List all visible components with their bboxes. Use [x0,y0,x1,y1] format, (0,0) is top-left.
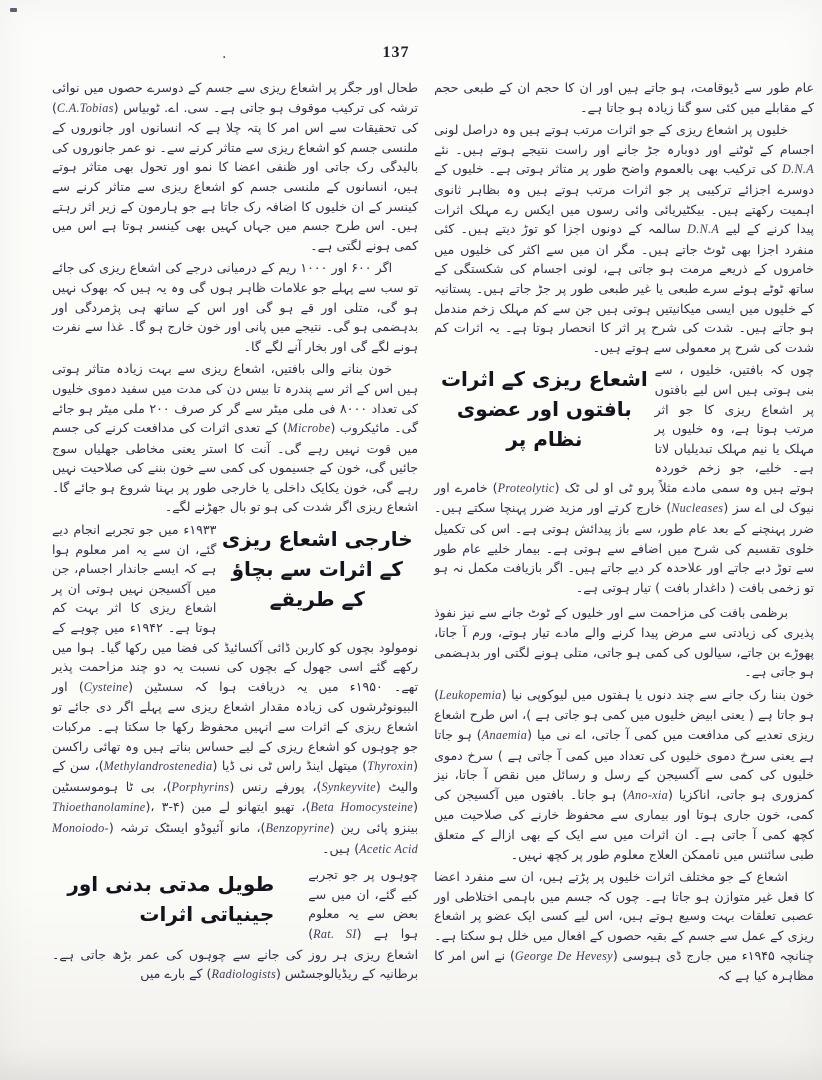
paragraph: خون بنانے والی بافتیں، اشعاع ریزی سے بہت زیادہ متاثر ہوتی ہیں اس کے اثر سے پندرہ تا بیس دن کی مدت میں سفید دموی خلیوں کی تعداد ۸۰۰۰ فی ملی میٹر سے گر کر صرف ۲۰۰ ملی میٹر ہو جائے گی۔ مائیکروب (Microbe) کے تعدی اثرات کی مدافعت کرنے کی جسم میں قوت نہیں رہے گی۔ آنت کا استر یعنی مخاطی جھلیاں سوج جائیں گی، خون کے جسیموں کی کمی سے خون بننے کی صلاحیت نہیں رہے گی، خون یکایک داخلی یا خارجی طور پر بہنا شروع ہو جائے گا۔ اشعاع ریزی اگر شدت کی ہو تو بال جھڑنے لگے۔ [52,361,419,515]
page-number: 137 [382,44,410,61]
paragraph: خلیوں پر اشعاع ریزی کے جو اثرات مرتب ہوتے ہیں وہ دراصل لونی اجسام کے ٹوٹنے اور دوبارہ جڑ جانے اور راست نتیجے ہوتے ہیں۔ نئے D.N.A کی ترکیب بھی بالعموم واضح طور پر متاثر ہوتی ہے۔ خلیوں کے دوسرے اجزائے ترکیبی پر جو اثرات مرتب ہوتے ہیں وہ بظاہر ثانوی اہمیت رکھتے ہیں۔ بیکٹیریائی وائی رسوں میں ایکس رے مہلک اثرات پیدا کرنے کے لیے D.N.A سالمہ کے دونوں اجزا کو توڑ دیتے ہیں۔ کئی منفرد اجزا بھی ٹوٹ جاتے ہیں۔ مگر ان میں سے اکثر کی خلیوں میں خامروں کے ذریعے مرمت ہو جاتی ہے، لونی اجسام کی شکستگی کے ساتھ ٹوٹے ہوئے سرے طبعی یا غیر طبعی طور پر جڑ جاتے ہیں۔ پستانیہ کے خلیوں میں ایسی میکانیتیں ہوتی ہیں جن سے کم مہلک زخم مندمل ہو جاتے ہیں۔ شدت کی شرح پر اثر کا انحصار ہوتا ہے۔ یہ اثرات کم شدت کی شرح پر معمولی سے ہوتے ہیں۔ [434,122,815,355]
paragraph: برظمی بافت کی مزاحمت سے اور خلیوں کے ٹوٹ جانے سے نیز نفوذ پذیری کی زیادتی سے مرض پیدا کرنے والے مادے تیار ہوتے، ورم آ جاتا، پھوڑے بن جاتے، سیالوں کی کمی ہو جاتی، متلی ہونے لگتی اور بدہضمی ہو جاتی ہے۔ [434,605,814,680]
page-content [0,72,822,991]
section-heading: اشعاع ریزی کے اثرات بافتوں اور عضوی نظام پر [440,367,648,452]
column-left [52,78,418,991]
column-right [434,78,814,991]
section-body: ۱۹۳۳ء میں جو تجربے انجام دیے گئے، ان سے یہ امر معلوم ہوا ہے کہ ایسے جاندار اجسام، جن میں آکسیجن نہیں ہوتی ان پر اشعاع ریزی کا اثر بہت کم ہوتا ہے۔ ۱۹۴۲ء میں چوہے کے نومولود بچوں کو کاربن ڈائی آکسائیڈ کی فضا میں رکھا گیا۔ ہوا میں رکھے گئے اسی جھول کے بچوں کی نسبت یہ دو چند مزاحمت پذیر تھے۔ ۱۹۵۰ء میں یہ دریافت ہوا کہ سسٹین (Cysteine) اور البیونوٹرشوں کی زیادہ مقدار اشعاع ریزی سے پہلے اگر دی جائے تو اشعاع ریزی کے اثرات سے انہیں محفوظ رکھا جا سکتا ہے۔ مرکبات جو چوہوں کو اشعاع ریزی کے لیے حساس بناتے ہیں وہ تھائی راکسن (Thyroxin) میتھل اینڈ راس ٹی نی ڈیا (Methylandrostenedia)، سن کے والیٹ (Synkeyvite)، پورفے رنس (Porphyrins)، بی ٹا ہوموسسٹین (Beta Homocysteine)، تھیو ایتھانو لے مین (Thioethanolamine)، ۳-۴ بینزو پائی رین (Benzopyrine)، مانو آئیوڈو ایسٹک ترشہ (Monoiodo-Acetic Acid) ہیں۔ [52,522,419,856]
section-heading: طویل مدتی بدنی اور جینیاتی اثرات [67,872,275,927]
section-heading: خارجی اشعاع ریزی کے اثرات سے بچاؤ کے طریقے [221,527,413,612]
paragraph: اگر ۶۰۰ اور ۱۰۰۰ ریم کے درمیانی درجے کی اشعاع ریزی کی جائے تو سب سے پہلے جو علامات ظاہر ہوں گی وہ یہ ہیں کہ بھوک نہیں ہو گی، متلی اور قے ہو گی اور اس کے ساتھ ہی پژمردگی اور بدہضمی ہو گی۔ نتیجے میں پانی اور خون خارج ہو گا۔ غذا سے نفرت ہونے لگے گی اور بخار آنے لگے گا۔ [52,260,419,354]
section-protection-methods [52,520,418,862]
paragraph: اشعاع کے جو مختلف اثرات خلیوں پر پڑتے ہیں، ان سے منفرد اعضا کا فعل غیر متوازن ہو جاتا ہے۔ چوں کہ جسم میں باہمی اختلاطی اور عصبی تعلقات بہت وسیع ہوتے ہیں، اس لیے کسی ایک عضو پر اشعاع ریزی کے عمل سے جسم کے بقیہ حصوں کے افعال میں خلل ہو سکتا ہے۔ چنانچہ ۱۹۴۵ء میں جارج ڈی ہیوسی (George De Hevesy) نے اس امر کا مظاہرہ کیا ہے کہ [434,869,814,984]
section-effects-on-tissues [434,360,814,600]
paragraph: خون بننا رک جانے سے چند دنوں یا ہفتوں میں لیوکوپی نیا (Leukopemia) ہو جاتا ہے ( یعنی ابیض خلیوں میں کمی ہو جاتی ہے )، اس طرح اشعاع ریزی تعدیے کی مدافعت میں کمی آ جاتی، اے نی میا (Anaemia) ہو جاتا ہے یعنی سرخ دموی خلیوں کی تعداد میں کمی آ جاتی ہے ) سرخ دموی خلیوں کی کمی سے آکسیجن کے رسل و رسائل میں نقص آ جاتا، نیز کمزوری ہو جاتی، اناکزیا (Ano-xia) ہو جاتا۔ بافتوں میں آکسیجن کی کمی، خون جاری ہوتا اور بیماری سے محفوظ خارنے کی صلاحیت میں کچھ کمی آ جاتی ہے۔ ان اثرات میں سے ایک کے بھی ازالے کے متعلق طبی سائنس میں ناممکن العلاج معلوم طور پر کچھ نہیں۔ [434,686,815,862]
section-body: چوں کہ بافتیں، خلیوں ، سے بنی ہوتی ہیں اس لیے بافتوں پر اشعاع ریزی کا جو اثر مرتب ہوتا ہے، وہ خلیوں پر مہلک یا نیم مہلک تبدیلیاں لاتا ہے۔ خلیے، جو زخم خوردہ ہوتے ہیں وہ سمی مادے مثلاً پرو ٹی او لی ٹک (Proteolytic) خامرے اور نیوک لی اے سز (Nucleases) خارج کرتے اور مزید ضرر پہنچا سکتے ہیں۔ ضرر پہنچنے کے بعد عام طور، سے باز پیدائش ہوتی ہے۔ اس کی تکمیل خلوی تقسیم کی شرح میں اضافے سے ہوتی ہے۔ بیمار خلیے عام طور سے توڑ دبے جاتے اور علاحدہ کر دیے جاتے ہیں۔ اگر بازیافت مکمل نہ ہو تو زخمی بافت ( داغدار بافت ) تیار ہوتی ہے۔ [434,362,814,595]
paragraph: طحال اور جگر پر اشعاع ریزی سے جسم کے دوسرے حصوں میں نوائی ترشہ کی ترکیب موقوف ہو جاتی ہے۔ سی. اے. ٹوبیاس (C.A.Tobias) کی تحقیقات سے اس امر کا پتہ چلا ہے کہ انسانوں اور جانوروں کے ملنسی جسم کو اشعاع ریزی سے متاثر کرنے سے۔ نو عمر جانوروں کی بالیدگی رک جاتی اور ظنفی اعضا کا نمو اور تحول بھی متاثر ہوتے ہیں، انسانوں کے ملنسی جسم کو اشعاع ریزی سے متاثر کرنے سے کینسر کے ان خلیوں کا اضافہ رک جاتا ہے جو ہارمون کے زیر اثر رہتے ہیں۔ اس طرح جسم میں جہاں کہیں بھی کینسر ہوتا ہے اس میں کمی ہونے لگتی ہے۔ [52,80,419,253]
section-body: چوہوں پر جو تجربے کیے گئے، ان میں سے بعض سے یہ معلوم ہوا ہے (Rat. SI) اشعاع ریزی ہر روز کی جانے سے چوہوں کی عمر بڑھ جاتی ہے۔ برطانیہ کے ریڈیالوجسٹس (Radiologists) کے بارے میں [52,867,419,982]
paragraph: عام طور سے ڈیوقامت، ہو جاتے ہیں اور ان کا حجم ان کے طبعی حجم کے مقابلے میں کئی سو گنا زیادہ ہو جاتا ہے۔ [434,80,814,115]
section-longterm-genetic-effects [52,865,418,988]
